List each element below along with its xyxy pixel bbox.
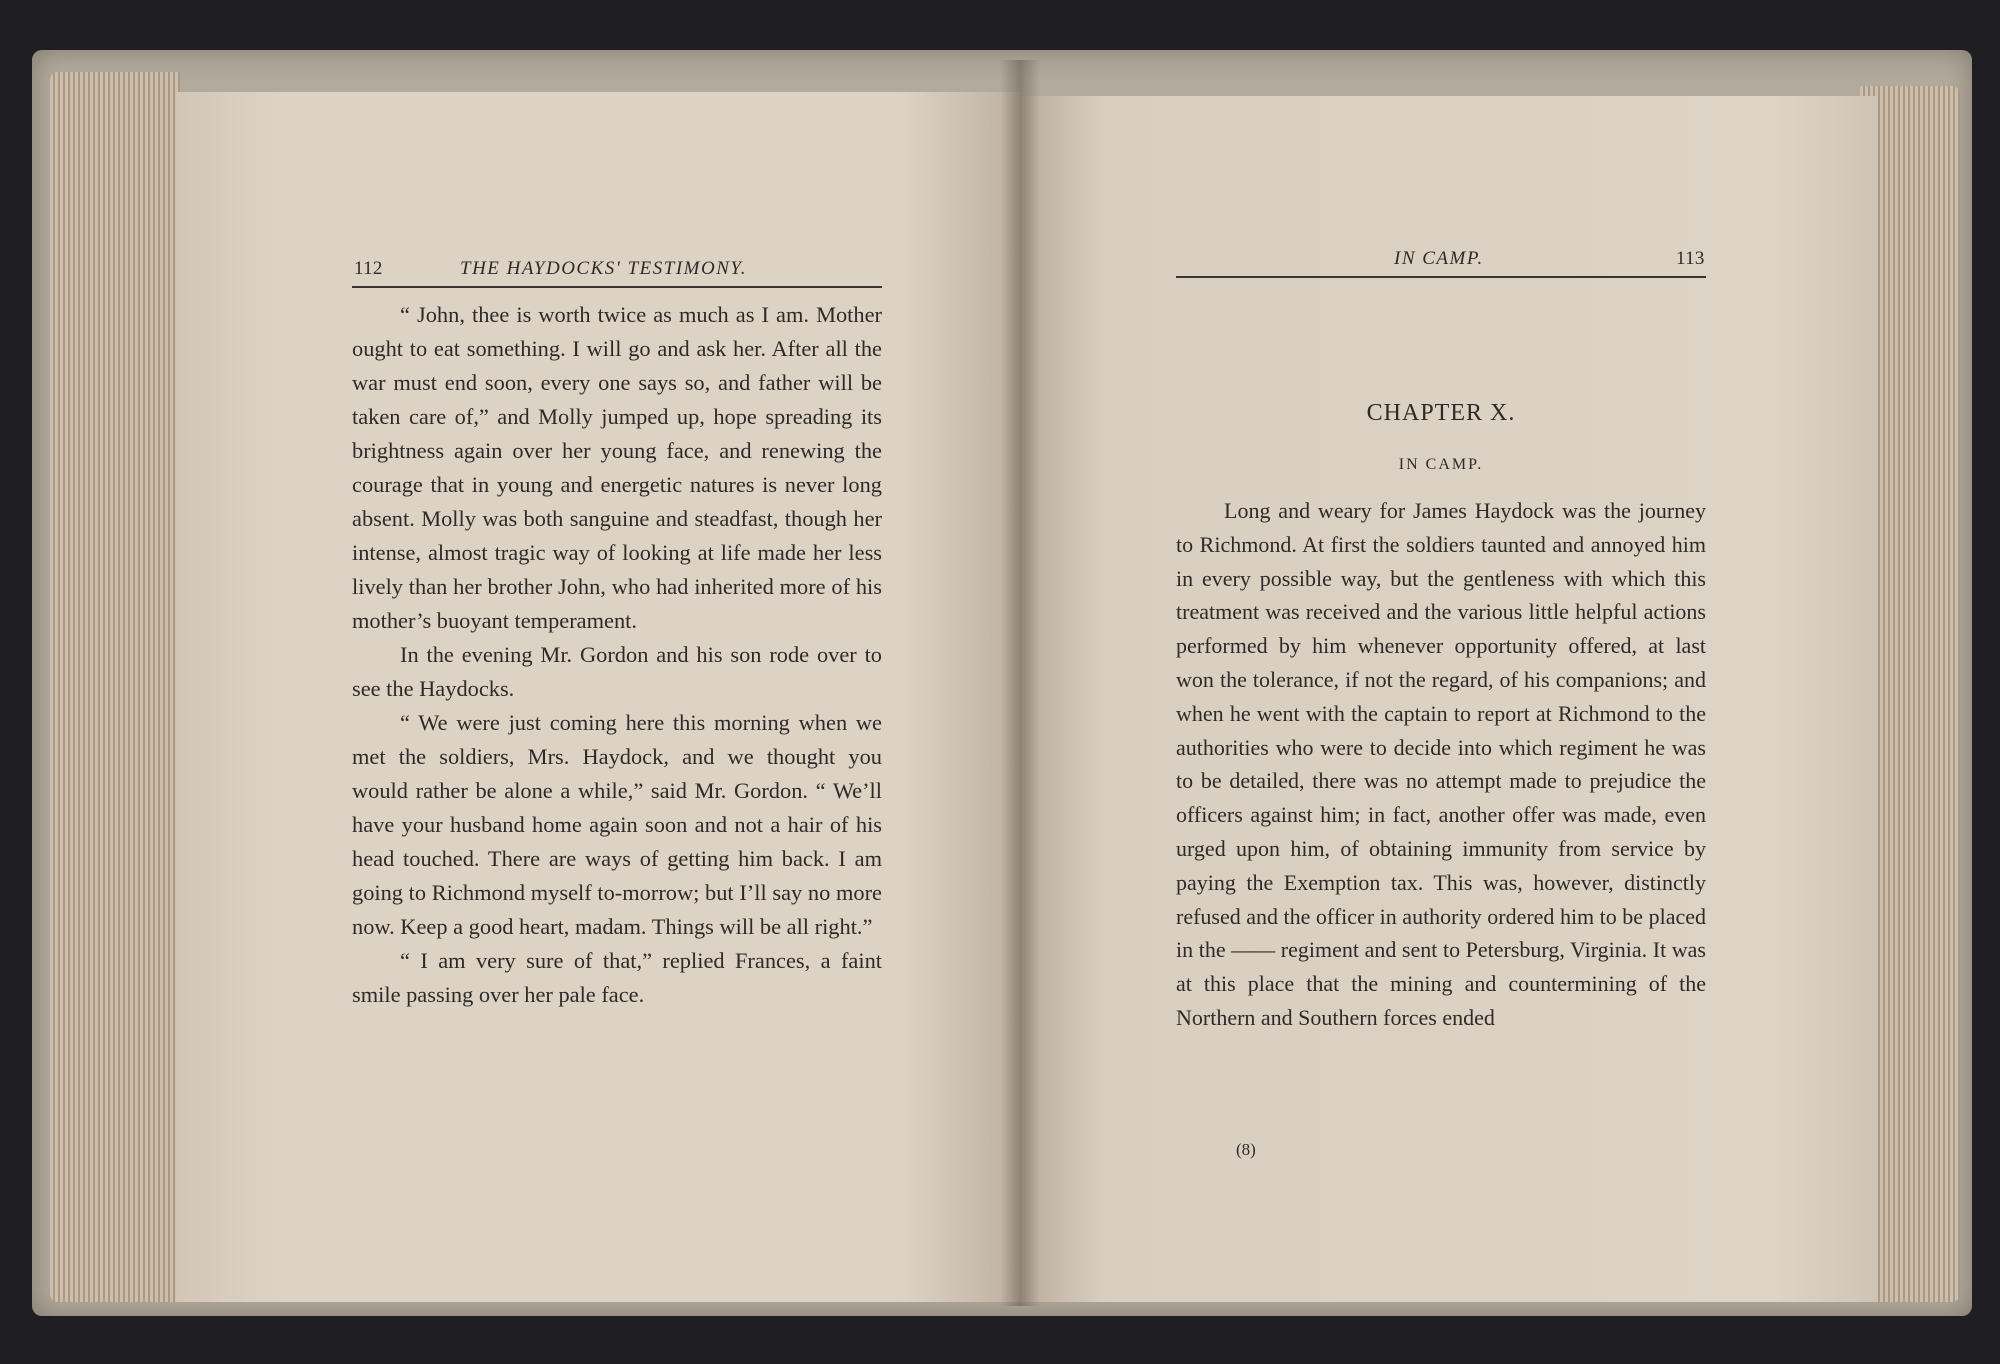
- chapter-title: CHAPTER X.: [1366, 400, 1516, 426]
- right-head-rule: [1176, 276, 1706, 278]
- signature-mark: (8): [1236, 1140, 1256, 1159]
- left-page-edges: [50, 72, 180, 1302]
- right-page: [1020, 96, 1878, 1302]
- right-page-number: 113: [1676, 248, 1705, 269]
- left-page: [176, 92, 1020, 1302]
- left-head-rule: [352, 286, 882, 288]
- left-running-head: THE HAYDOCKS' TESTIMONY.: [460, 258, 747, 279]
- left-page-number: 112: [354, 258, 383, 279]
- paragraph: “ I am very sure of that,” replied Frances, a faint smile passing over her pale face.: [352, 948, 882, 1007]
- paragraph: In the evening Mr. Gordon and his son rode over to see the Haydocks.: [352, 642, 882, 701]
- right-body-text: [1176, 494, 1706, 1035]
- chapter-subtitle: IN CAMP.: [1398, 456, 1484, 473]
- book-gutter: [1000, 60, 1040, 1306]
- paragraph: Long and weary for James Haydock was the journey to Richmond. At first the soldiers taunted and annoyed him in every possible way, but the gentleness with which this treatment was received and the various little helpful actions performed by him whenever opportunity offered, at last won the tolerance, if not the regard, of his companions; and when he went with the captain to report at Richmond to the authorities who were to decide into which regiment he was to be detailed, there was no attempt made to prejudice the officers against him; in fact, another offer was made, even urged upon him, of obtaining immunity from service by paying the Exemption tax. This was, however, distinctly refused and the officer in authority ordered him to be placed in the —— regiment and sent to Petersburg, Virginia. It was at this place that the mining and countermining of the Northern and Southern forces ended: [1176, 498, 1706, 1030]
- left-body-text: [352, 298, 882, 1012]
- paragraph: “ We were just coming here this morning when we met the soldiers, Mrs. Haydock, and we thought you would rather be alone a while,” said Mr. Gordon. “ We’ll have your husband home again soon and not a hair of his head touched. There are ways of getting him back. I am going to Richmond myself to-morrow; but I’ll say no more now. Keep a good heart, madam. Things will be all right.”: [352, 710, 882, 939]
- paragraph: “ John, thee is worth twice as much as I am. Mother ought to eat something. I will go and ask her. After all the war must end soon, every one says so, and father will be taken care of,” and Molly jumped up, hope spreading its brightness again over her young face, and renewing the courage that in young and energetic natures is never long absent. Molly was both sanguine and steadfast, though her intense, almost tragic way of looking at life made her less lively than her brother John, who had inherited more of his mother’s buoyant temperament.: [352, 302, 882, 633]
- right-running-head: IN CAMP.: [1394, 248, 1484, 269]
